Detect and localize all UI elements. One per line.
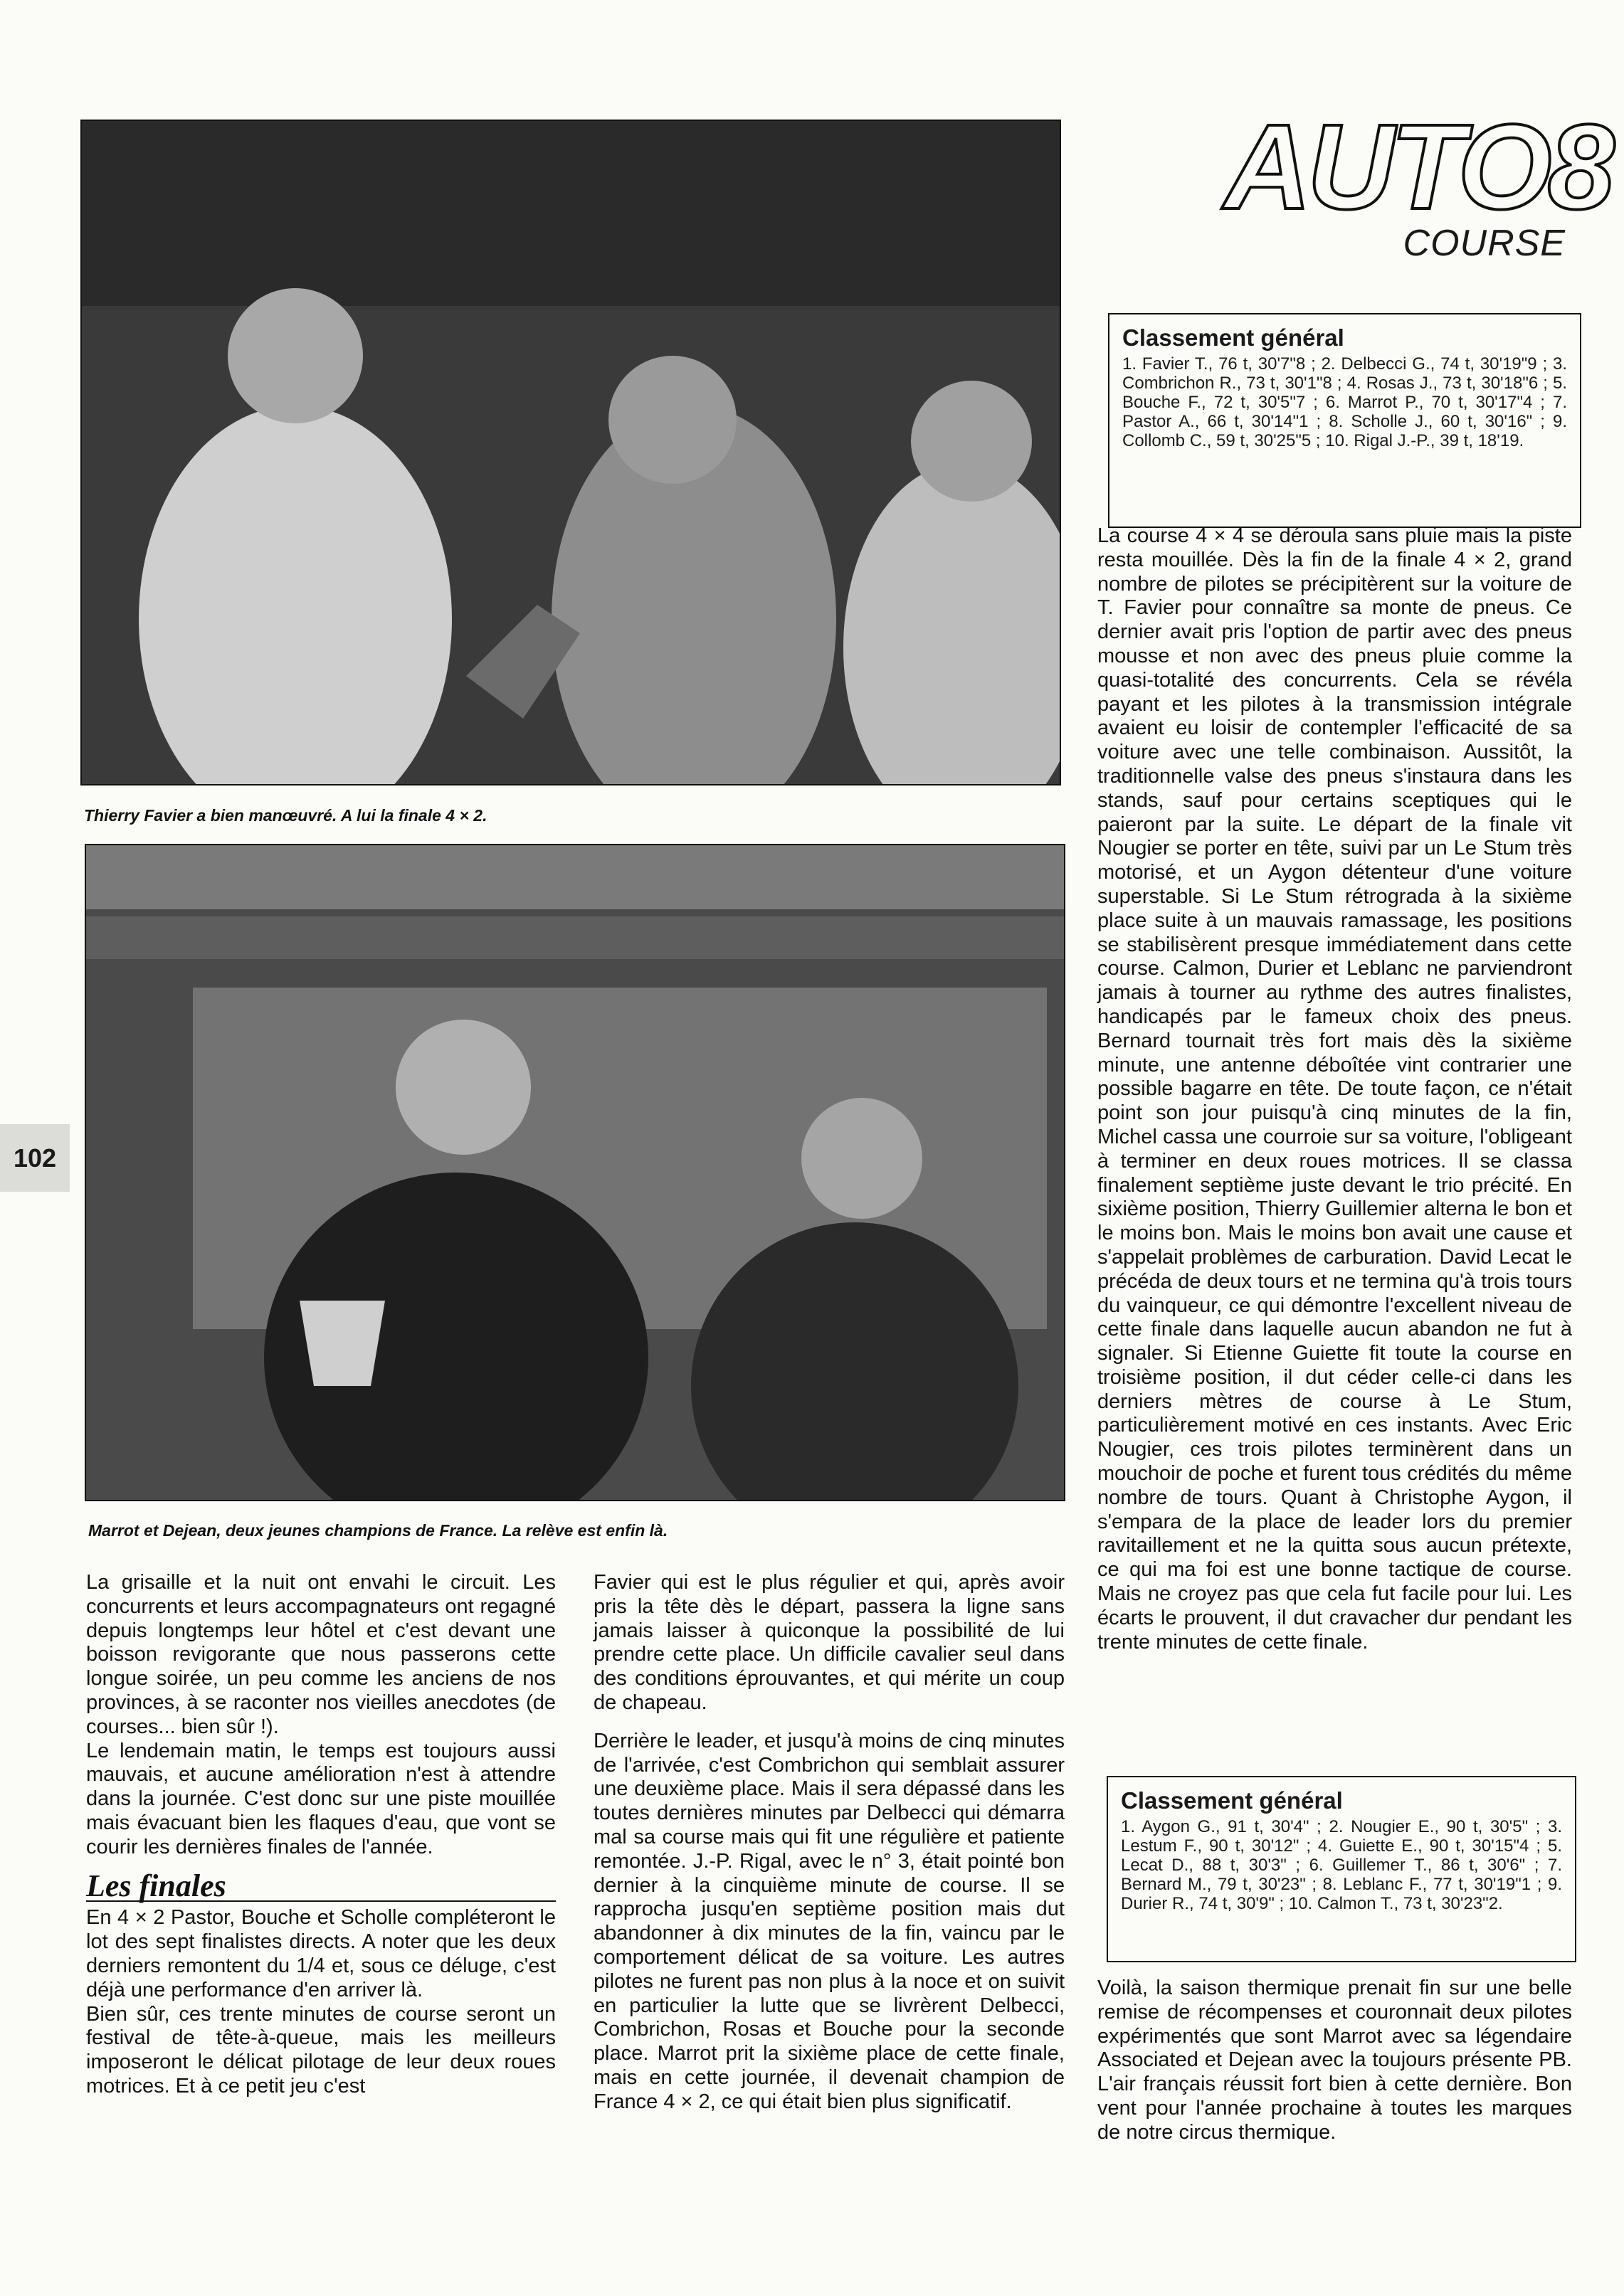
- results-box-text: 1. Aygon G., 91 t, 30'4" ; 2. Nougier E., 90 t, 30'5" ; 3. Lestum F., 90 t, 30'12" ; 4. Guiette E., 90 t, 30'15"4 ; 5. Lecat D., 88 t, 30'3" ; 6. Guillemer T., 86 t, 30'6" ; 7. Bernard M., 79 t, 30'23" ; 8. Leblanc F., 77 t, 30'19"1 ; 9. Durier R., 74 t, 30'9" ; 10. Calmon T., 73 t, 30'23"2.: [1121, 1817, 1562, 1913]
- results-box-4x2: [1108, 313, 1581, 528]
- paragraph: Derrière le leader, et jusqu'à moins de cinq minutes de l'arrivée, c'est Combrichon qui semblait assurer une deuxième place. Mais il sera dépassé dans les toutes dernières minutes par Delbecci qui démarra mal sa course mais qui fit une régulière et patiente remontée. J.-P. Rigal, avec le n° 3, était pointé bon dernier à la cinquième minute de course. Il se rapprocha jusqu'en septième position mais dut abandonner à dix minutes de la fin, vaincu par le comportement délicat de sa voiture. Les autres pilotes ne furent pas non plus à la noce et on suivit en particulier la lutte que se livrèrent Delbecci, Combrichon, Rosas et Bouche pour la seconde place. Marrot prit la sixième place de cette finale, mais en cette journée, il devenait champion de France 4 × 2, ce qui était bien plus significatif.: [594, 1729, 1065, 2113]
- article-column-right: [1097, 524, 1572, 1654]
- results-box-4x4: [1107, 1776, 1576, 1962]
- logo-section: COURSE: [1403, 223, 1566, 264]
- paragraph: Favier qui est le plus régulier et qui, après avoir pris la tête dès le départ, passera la ligne sans jamais laisser à quiconque la possibilité de lui prendre cette place. Un difficile cavalier seul dans des conditions éprouvantes, et qui mérite un coup de chapeau.: [594, 1571, 1065, 1714]
- results-box-title: Classement général: [1121, 1787, 1343, 1814]
- section-heading: Les finales: [86, 1874, 556, 1903]
- photo-caption-bottom: Marrot et Dejean, deux jeunes champions de France. La relève est enfin là.: [88, 1521, 668, 1540]
- article-column-left: [86, 1571, 556, 2099]
- photo-caption-top: Thierry Favier a bien manœuvré. A lui la finale 4 × 2.: [84, 806, 487, 825]
- article-column-right-end: [1097, 1977, 1572, 2145]
- paragraph: En 4 × 2 Pastor, Bouche et Scholle compléteront le lot des sept finalistes directs. A noter que les deux derniers remontent du 1/4 et, sous ce déluge, c'est déjà une performance d'en arriver là.: [86, 1906, 556, 2001]
- magazine-logo: [1224, 100, 1611, 264]
- paragraph: Bien sûr, ces trente minutes de course seront un festival de tête-à-queue, mais les meilleurs imposeront le délicat pilotage de leur deux roues motrices. Et à ce petit jeu c'est: [86, 2002, 556, 2097]
- paragraph: La grisaille et la nuit ont envahi le circuit. Les concurrents et leurs accompagnateurs ont regagné depuis longtemps leur hôtel et c'est devant une boisson revigorante que nous passerons cette longue soirée, un peu comme les anciens de nos provinces, à se raconter nos vieilles anecdotes (de courses... bien sûr !).: [86, 1571, 556, 1738]
- paragraph: Le lendemain matin, le temps est toujours aussi mauvais, et aucune amélioration n'est à attendre dans la journée. C'est donc sur une piste mouillée mais évacuant bien les flaques d'eau, que vont se courir les dernières finales de l'année.: [86, 1739, 556, 1858]
- page-number: 102: [0, 1124, 70, 1192]
- results-box-title: Classement général: [1122, 324, 1344, 351]
- photo-champions-image: [86, 845, 1064, 1500]
- photo-champions: [85, 844, 1065, 1501]
- photo-trophy-presentation: [80, 120, 1061, 785]
- logo-wordmark: AUTO8: [1224, 100, 1611, 235]
- article-column-middle: [594, 1571, 1065, 2115]
- paragraph: La course 4 × 4 se déroula sans pluie mais la piste resta mouillée. Dès la fin de la finale 4 × 2, grand nombre de pilotes se précipitèrent sur la voiture de T. Favier pour connaître sa monte de pneus. Ce dernier avait pris l'option de partir avec des pneus mousse et non avec des pneus pluie comme la quasi-totalité des concurrents. Cela se révéla payant et les pilotes à la transmission intégrale avaient eu loisir de contempler l'efficacité de sa voiture avec une telle combinaison. Aussitôt, la traditionnelle valse des pneus s'instaura dans les stands, sauf pour certains sceptiques qui le paieront par la suite. Le départ de la finale vit Nougier se porter en tête, suivi par un Le Stum très motorisé, et un Aygon détenteur d'une voiture superstable. Si Le Stum rétrograda à la sixième place suite à un mauvais ramassage, les positions se stabilisèrent presque immédiatement dans cette course. Calmon, Durier et Leblanc ne parviendront jamais à tourner au rythme des autres finalistes, handicapés par le fameux choix des pneus. Bernard tournait très fort mais dès la sixième minute, une antenne déboîtée vint contrarier une possible bagarre en tête. De toute façon, ce n'était point son jour puisqu'à cinq minutes de la fin, Michel cassa une courroie sur sa voiture, l'obligeant à terminer en deux roues motrices. Il se classa finalement septième juste devant le trio précité. En sixième position, Thierry Guillemier alterna le bon et le moins bon. Mais le moins bon avait une cause et s'appelait problèmes de carburation. David Lecat le précéda de deux tours et ne termina qu'à trois tours du vainqueur, ce qui démontre l'excellent niveau de cette finale dans laquelle aucun abandon ne fut à signaler. Si Etienne Guiette fit toute la course en troisième position, il dut céder celle-ci dans les derniers mètres de course à Le Stum, particulièrement motivé en ces instants. Avec Eric Nougier, ces trois pilotes terminèrent dans un mouchoir de poche et furent tous crédités du même nombre de tours. Quant à Christophe Aygon, il s'empara de la place de leader lors du premier ravitaillement et ne la quitta sous aucun prétexte, ce qui ma foi est une bonne tactique de course. Mais ne croyez pas que cela fut facile pour lui. Les écarts le prouvent, il dut cravacher dur pendant les trente minutes de cette finale.: [1097, 524, 1572, 1654]
- paragraph: Voilà, la saison thermique prenait fin sur une belle remise de récompenses et couronnait deux pilotes expérimentés que sont Marrot avec sa légendaire Associated et Dejean avec la toujours présente PB. L'air français réussit fort bien à cette dernière. Bon vent pour l'année prochaine à toutes les marques de notre circus thermique.: [1097, 1977, 1572, 2144]
- results-box-text: 1. Favier T., 76 t, 30'7"8 ; 2. Delbecci G., 74 t, 30'19"9 ; 3. Combrichon R., 73 t, 30'1"8 ; 4. Rosas J., 73 t, 30'18"6 ; 5. Bouche F., 72 t, 30'5"7 ; 6. Marrot P., 70 t, 30'17"4 ; 7. Pastor A., 66 t, 30'14"1 ; 8. Scholle J., 60 t, 30'16" ; 9. Collomb C., 59 t, 30'25"5 ; 10. Rigal J.-P., 39 t, 18'19.: [1122, 354, 1567, 450]
- photo-trophy-presentation-image: [82, 121, 1060, 784]
